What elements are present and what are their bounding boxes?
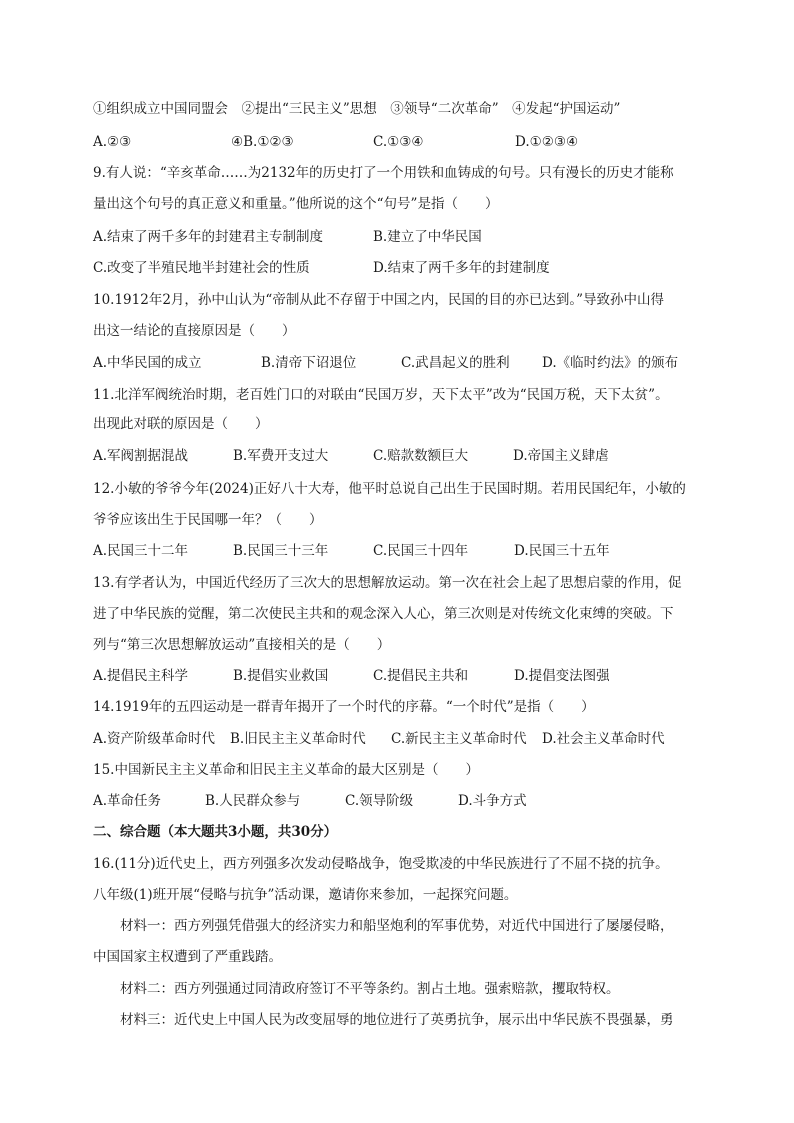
q9-option-d[interactable]: D.结束了两千多年的封建制度 <box>373 260 550 276</box>
q12-stem-line-2: 爷爷应该出生于民国哪一年？（ ） <box>93 512 323 528</box>
q14-option-a[interactable]: A.资产阶级革命时代 <box>93 731 216 747</box>
q15-option-b[interactable]: B.人民群众参与 <box>205 793 301 809</box>
q14-option-d[interactable]: D.社会主义革命时代 <box>542 731 665 747</box>
q16-material-2: 材料二：西方列强通过同清政府签订不平等条约。割占土地。强索赔款，攫取特权。 <box>120 981 620 997</box>
q13-option-a[interactable]: A.提倡民主科学 <box>93 668 189 684</box>
q11-stem-line-2: 出现此对联的原因是（ ） <box>93 416 269 432</box>
q14-option-c[interactable]: C.新民主主义革命时代 <box>391 731 527 747</box>
q9-stem-line-2: 量出这个句号的真正意义和重量。”他所说的这个“句号”是指（ ） <box>93 196 499 212</box>
q11-option-d[interactable]: D.帝国主义肆虐 <box>513 448 609 464</box>
q16-stem-line-2: 八年级(1)班开展“侵略与抗争”活动课，邀请你来参加，一起探究问题。 <box>93 887 518 903</box>
q10-option-b[interactable]: B.清帝下诏退位 <box>261 355 357 371</box>
q13-stem-line-3: 列与“第三次思想解放运动”直接相关的是（ ） <box>93 637 391 653</box>
q16-material-1-line-2: 中国国家主权遭到了严重践踏。 <box>93 949 282 965</box>
q12-option-d[interactable]: D.民国三十五年 <box>514 543 610 559</box>
q9-option-a[interactable]: A.结束了两千多年的封建君主专制制度 <box>93 229 324 245</box>
q15-option-c[interactable]: C.领导阶级 <box>345 793 414 809</box>
q12-option-c[interactable]: C.民国三十四年 <box>373 543 469 559</box>
q13-option-b[interactable]: B.提倡实业救国 <box>233 668 329 684</box>
q8-option-d[interactable]: D.①②③④ <box>515 134 579 150</box>
q12-option-a[interactable]: A.民国三十二年 <box>93 543 189 559</box>
q10-stem-line-2: 出这一结论的直接原因是（ ） <box>93 323 296 339</box>
q10-option-d[interactable]: D.《临时约法》的颁布 <box>542 355 679 371</box>
q11-stem-line-1: 11.北洋军阀统治时期，老百姓门口的对联由“民国万岁，天下太平”改为“民国万税，天下太贫”。 <box>93 387 669 403</box>
q11-option-c[interactable]: C.赔款数额巨大 <box>373 448 469 464</box>
q15-stem: 15.中国新民主主义革命和旧民主主义革命的最大区别是（ ） <box>93 762 479 778</box>
q8-statements: ①组织成立中国同盟会 ②提出“三民主义”思想 ③领导“二次革命” ④发起“护国运动” <box>93 101 621 117</box>
q13-stem-line-2: 进了中华民族的觉醒，第二次使民主共和的观念深入人心，第三次则是对传统文化束缚的突破。下 <box>93 606 674 622</box>
q9-option-c[interactable]: C.改变了半殖民地半封建社会的性质 <box>93 260 310 276</box>
q13-option-d[interactable]: D.提倡变法图强 <box>514 668 610 684</box>
section-heading: 二、综合题（本大题共3小题，共30分） <box>93 824 338 840</box>
q11-option-b[interactable]: B.军费开支过大 <box>233 448 329 464</box>
q8-option-a[interactable]: A.②③ <box>93 134 132 150</box>
q12-option-b[interactable]: B.民国三十三年 <box>233 543 329 559</box>
q8-option-b[interactable]: ④B.①②③ <box>231 134 294 150</box>
q16-material-3: 材料三：近代史上中国人民为改变屈辱的地位进行了英勇抗争，展示出中华民族不畏强暴，勇 <box>120 1012 674 1028</box>
q12-stem-line-1: 12.小敏的爷爷今年(2024)正好八十大寿，他平时总说自己出生于民国时期。若用民国纪年，小敏的 <box>93 481 686 497</box>
q14-stem: 14.1919年的五四运动是一群青年揭开了一个时代的序幕。“一个时代”是指（ ） <box>93 699 595 715</box>
q9-stem-line-1: 9.有人说：“辛亥革命……为2132年的历史打了一个用铁和血铸成的句号。只有漫长的历史才能称 <box>93 165 674 181</box>
q15-option-d[interactable]: D.斗争方式 <box>458 793 527 809</box>
q9-option-b[interactable]: B.建立了中华民国 <box>373 229 482 245</box>
q11-option-a[interactable]: A.军阀割据混战 <box>93 448 189 464</box>
q10-stem-line-1: 10.1912年2月，孙中山认为“帝制从此不存留于中国之内，民国的目的亦已达到。”导致孙中山得 <box>93 292 664 308</box>
q13-option-c[interactable]: C.提倡民主共和 <box>373 668 469 684</box>
q8-option-c[interactable]: C.①③④ <box>373 134 424 150</box>
q10-option-a[interactable]: A.中华民国的成立 <box>93 355 202 371</box>
q15-option-a[interactable]: A.革命任务 <box>93 793 162 809</box>
q10-option-c[interactable]: C.武昌起义的胜利 <box>401 355 510 371</box>
q14-option-b[interactable]: B.旧民主主义革命时代 <box>230 731 366 747</box>
q16-stem-line-1: 16.(11分)近代史上，西方列强多次发动侵略战争，饱受欺凌的中华民族进行了不屈不挠的抗争。 <box>93 856 669 872</box>
q13-stem-line-1: 13.有学者认为，中国近代经历了三次大的思想解放运动。第一次在社会上起了思想启蒙的作用，促 <box>93 575 682 591</box>
q16-material-1-line-1: 材料一：西方列强凭借强大的经济实力和船坚炮利的军事优势，对近代中国进行了屡屡侵略， <box>120 918 674 934</box>
